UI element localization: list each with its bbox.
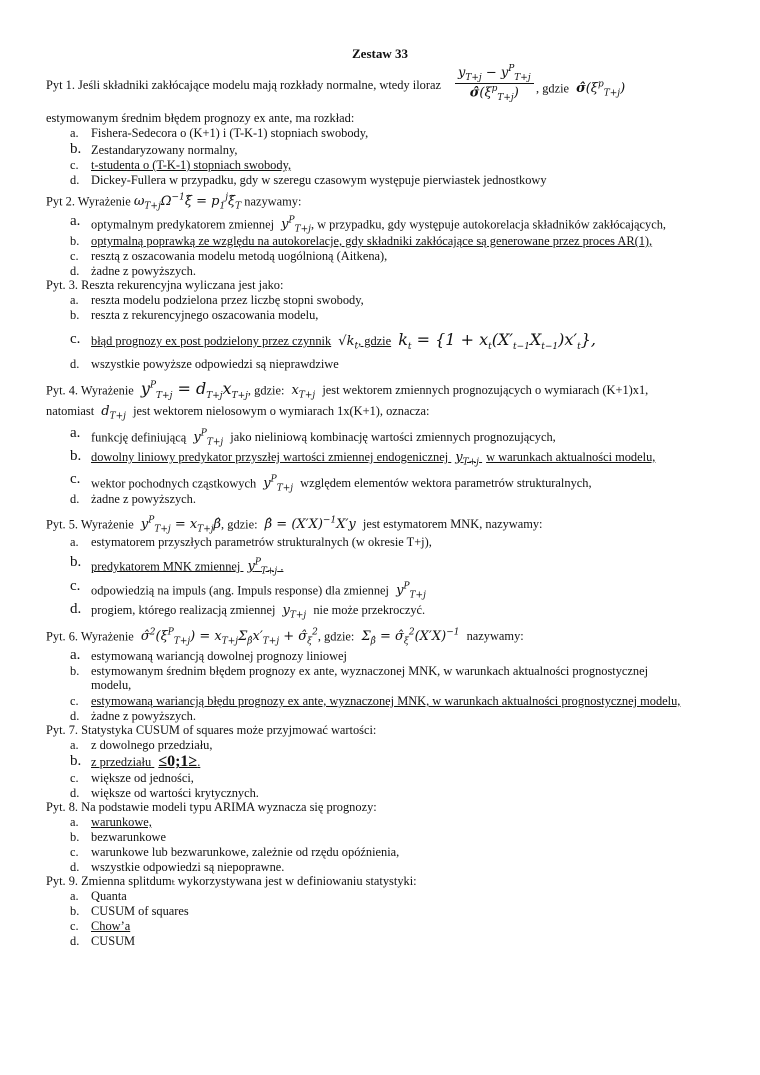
q9-option-c-letter: c.	[70, 919, 79, 933]
q5-option-a: estymatorem przyszłych parametrów strukturalnych (w okresie T+j),	[91, 535, 432, 549]
q2-option-b: optymalną poprawką ze względu na autokorelacje, gdy składniki zakłócające są generowane przez proces AR(1),	[91, 234, 653, 248]
q6-option-c: estymowaną wariancją błędu prognozy ex ante, wyznaczonej MNK, w warunkach aktualności prognostycznej modelu,	[91, 694, 681, 708]
q5-option-a-letter: a.	[70, 535, 79, 549]
q8-option-b: bezwarunkowe	[91, 830, 166, 844]
question-3: Pyt. 3. Reszta rekurencyjna wyliczana jest jako:	[46, 278, 284, 292]
q9-option-d: CUSUM	[91, 934, 136, 948]
q6-option-a-letter: a.	[70, 647, 81, 663]
q5-option-c-letter: c.	[70, 578, 81, 594]
q4-option-c-letter: c.	[70, 471, 81, 487]
q9-option-b-letter: b.	[70, 904, 80, 918]
q8-option-b-letter: b.	[70, 830, 80, 844]
question-2: Pyt 2. Wyrażenie $\omega_{T+j}\Omega^{-1}\xĩ$ = $p_1^j\xĩ_T$ nazywamy:	[46, 193, 302, 212]
q8-option-d-letter: d.	[70, 860, 80, 874]
q2-option-a-letter: a.	[70, 213, 81, 229]
q4-option-a-letter: a.	[70, 425, 81, 441]
q1-option-d: Dickey-Fullera w przypadku, gdy w szeregu czasowym występuje pierwiastek jednostkowy	[91, 173, 547, 187]
q2-option-b-letter: b.	[70, 234, 80, 248]
q3-option-a: reszta modelu podzielona przez liczbę stopni swobody,	[91, 293, 364, 307]
q2-option-d: żadne z powyższych.	[91, 264, 196, 278]
q8-option-a: warunkowe,	[91, 815, 152, 829]
q5-option-b: predykatorem MNK zmiennej $y^P_{T+j}$ .	[91, 558, 284, 577]
q7-option-d: większe od wartości krytycznych.	[91, 786, 259, 800]
question-8: Pyt. 8. Na podstawie modeli typu ARIMA wyznacza się prognozy:	[46, 800, 377, 814]
q4-option-b-letter: b.	[70, 448, 82, 464]
q1-option-b-letter: b.	[70, 141, 82, 157]
q3-option-a-letter: a.	[70, 293, 79, 307]
q9-option-a: Quanta	[91, 889, 127, 903]
q6-option-c-letter: c.	[70, 694, 79, 708]
page-title: Zestaw 33	[352, 46, 408, 61]
q9-option-d-letter: d.	[70, 934, 80, 948]
q1-ratio-formula	[455, 64, 534, 103]
q7-option-d-letter: d.	[70, 786, 80, 800]
q7-option-c-letter: c.	[70, 771, 79, 785]
q6-option-d: żadne z powyższych.	[91, 709, 196, 723]
q8-option-a-letter: a.	[70, 815, 79, 829]
q1-option-c: t-studenta o (T-K-1) stopniach swobody,	[91, 158, 292, 172]
q9-option-a-letter: a.	[70, 889, 79, 903]
q4-option-b: dowolny liniowy predykator przyszłej wartości zmiennej endogenicznej $y_{T+j}$ w warunkach aktualności modelu,	[91, 450, 656, 468]
q3-option-c: błąd prognozy ex post podzielony przez czynnik $√k_t$, gdzie $k_t = \{1 + x_t(X'_{t-1}X_{t-1})x'_t\}$,	[91, 330, 596, 353]
question-1-continuation: estymowanym średnim błędem prognozy ex ante, ma rozkład:	[46, 111, 355, 125]
q8-option-c-letter: c.	[70, 845, 79, 859]
q6-formula: $\sigmâ^2(\xi^P_{T+j}) = x_{T+j}\Sigma_{\betâ}x'_{T+j}$ + $\sigmâ_\xi^2$	[140, 628, 318, 647]
q1-option-c-letter: c.	[70, 158, 79, 172]
q3-option-d: wszystkie powyższe odpowiedzi są nieprawdziwe	[91, 357, 339, 371]
q5-option-d: progiem, którego realizacją zmiennej $y_{T+j}$ nie może przekroczyć.	[91, 603, 426, 621]
q4-option-d: żadne z powyższych.	[91, 492, 196, 506]
q3-option-b-letter: b.	[70, 308, 80, 322]
q7-option-b: z przedziału ≤0;1≥.	[91, 753, 201, 770]
question-5: Pyt. 5. Wyrażenie $y^P_{T+j}$ = $x_{T+j}\betâ$, gdzie: β̂ = $(X'X)^{-1}X'y$ jest estymatorem MNK, nazywamy:	[46, 516, 543, 535]
q2-option-d-letter: d.	[70, 264, 80, 278]
q2-option-c: resztą z oszacowania modelu metodą uogólnioną (Aitkena),	[91, 249, 388, 263]
q4-formula: $y^P_{T+j} = d_{T+j}x_{T+j}$	[140, 379, 248, 402]
q1-option-d-letter: d.	[70, 173, 80, 187]
q1-fraction: $\frac{y_{T+j} - y^P_{T+j}}{\sigmâ(\xi^p_{T+j})}$	[455, 64, 534, 103]
q2-option-a: optymalnym predykatorem zmiennej $y^P_{T+j}$, w przypadku, gdy występuje autokorelacja składników zakłócających,	[91, 216, 667, 235]
q5-option-d-letter: d.	[70, 601, 82, 617]
q8-option-c: warunkowe lub bezwarunkowe, zależnie od rzędu opóźnienia,	[91, 845, 400, 859]
q4-option-c: wektor pochodnych cząstkowych $y^P_{T+j}$ względem elementów wektora parametrów strukturalnych,	[91, 475, 592, 494]
q3-kt-formula: $k_t = \{1 + x_t(X'_{t-1}X_{t-1})x'_t\}$,	[398, 330, 596, 353]
question-7: Pyt. 7. Statystyka CUSUM of squares może przyjmować wartości:	[46, 723, 377, 737]
question-1	[46, 78, 441, 92]
q7-option-a: z dowolnego przedziału,	[91, 738, 213, 752]
q1-option-a-letter: a.	[70, 126, 79, 140]
q7-option-b-letter: b.	[70, 753, 82, 769]
q6-option-d-letter: d.	[70, 709, 80, 723]
question-1-label: Pyt 1. Jeśli składniki zakłócające modelu mają rozkłady normalne, wtedy iloraz	[46, 78, 441, 92]
q3-option-b: reszta z rekurencyjnego oszacowania modelu,	[91, 308, 319, 322]
q3-option-c-letter: c.	[70, 331, 81, 347]
question-2-label: Pyt 2. Wyrażenie	[46, 194, 131, 209]
q1-gdzie: , gdzie $\sigmâ(\xi^p_{T+j})$	[536, 80, 626, 99]
q4-option-d-letter: d.	[70, 492, 80, 506]
question-4: Pyt. 4. Wyrażenie $y^P_{T+j} = d_{T+j}x_{T+j}$, gdzie: $x_{T+j}$ jest wektorem zmiennych prognozujących o wymiarach (K+1)x1,	[46, 379, 649, 402]
q6-option-b: estymowanym średnim błędem prognozy ex ante, wyznaczonej MNK, w warunkach aktualności prognostycznej	[91, 664, 649, 678]
q6-option-b-letter: b.	[70, 664, 80, 678]
question-4-continuation: natomiast $d_{T+j}$ jest wektorem nielosowym o wymiarach 1x(K+1), oznacza:	[46, 404, 430, 422]
q6-option-a: estymowaną wariancją dowolnej prognozy liniowej	[91, 649, 347, 663]
q5-option-c: odpowiedzią na impuls (ang. Impuls response) dla zmiennej $y^P_{T+j}$	[91, 582, 426, 601]
q1-option-a: Fishera-Sedecora o (K+1) i (T-K-1) stopniach swobody,	[91, 126, 369, 140]
q8-option-d: wszystkie odpowiedzi są niepoprawne.	[91, 860, 285, 874]
q5-formula: $y^P_{T+j}$ = $x_{T+j}\betâ$	[140, 516, 222, 535]
q4-option-a: funkcję definiującą $y^P_{T+j}$ jako nieliniową kombinację wartości zmiennych prognozujących,	[91, 429, 556, 448]
question-9: Pyt. 9. Zmienna splitdumₜ wykorzystywana jest w definiowaniu statystyki:	[46, 874, 417, 888]
q9-option-c: Chow’a	[91, 919, 131, 933]
q2-formula: $\omega_{T+j}\Omega^{-1}\xĩ$ = $p_1^j\xĩ_T$	[133, 193, 242, 212]
q9-option-b: CUSUM of squares	[91, 904, 189, 918]
q3-option-d-letter: d.	[70, 357, 80, 371]
q5-option-b-letter: b.	[70, 554, 82, 570]
q6-option-b-continuation: modelu,	[91, 678, 132, 692]
q2-option-c-letter: c.	[70, 249, 79, 263]
question-6: Pyt. 6. Wyrażenie $\sigmâ^2(\xi^P_{T+j}) = x_{T+j}\Sigma_{\betâ}x'_{T+j}$ + $\sigmâ_\xi^2$, gdzie: $\Sigma_{\betâ}$ = $\sigmâ_\xi^2(X'X)^{-1}$ nazywamy:	[46, 628, 524, 647]
q1-option-b: Zestandaryzowany normalny,	[91, 143, 238, 157]
q7-option-c: większe od jedności,	[91, 771, 194, 785]
q7-option-a-letter: a.	[70, 738, 79, 752]
